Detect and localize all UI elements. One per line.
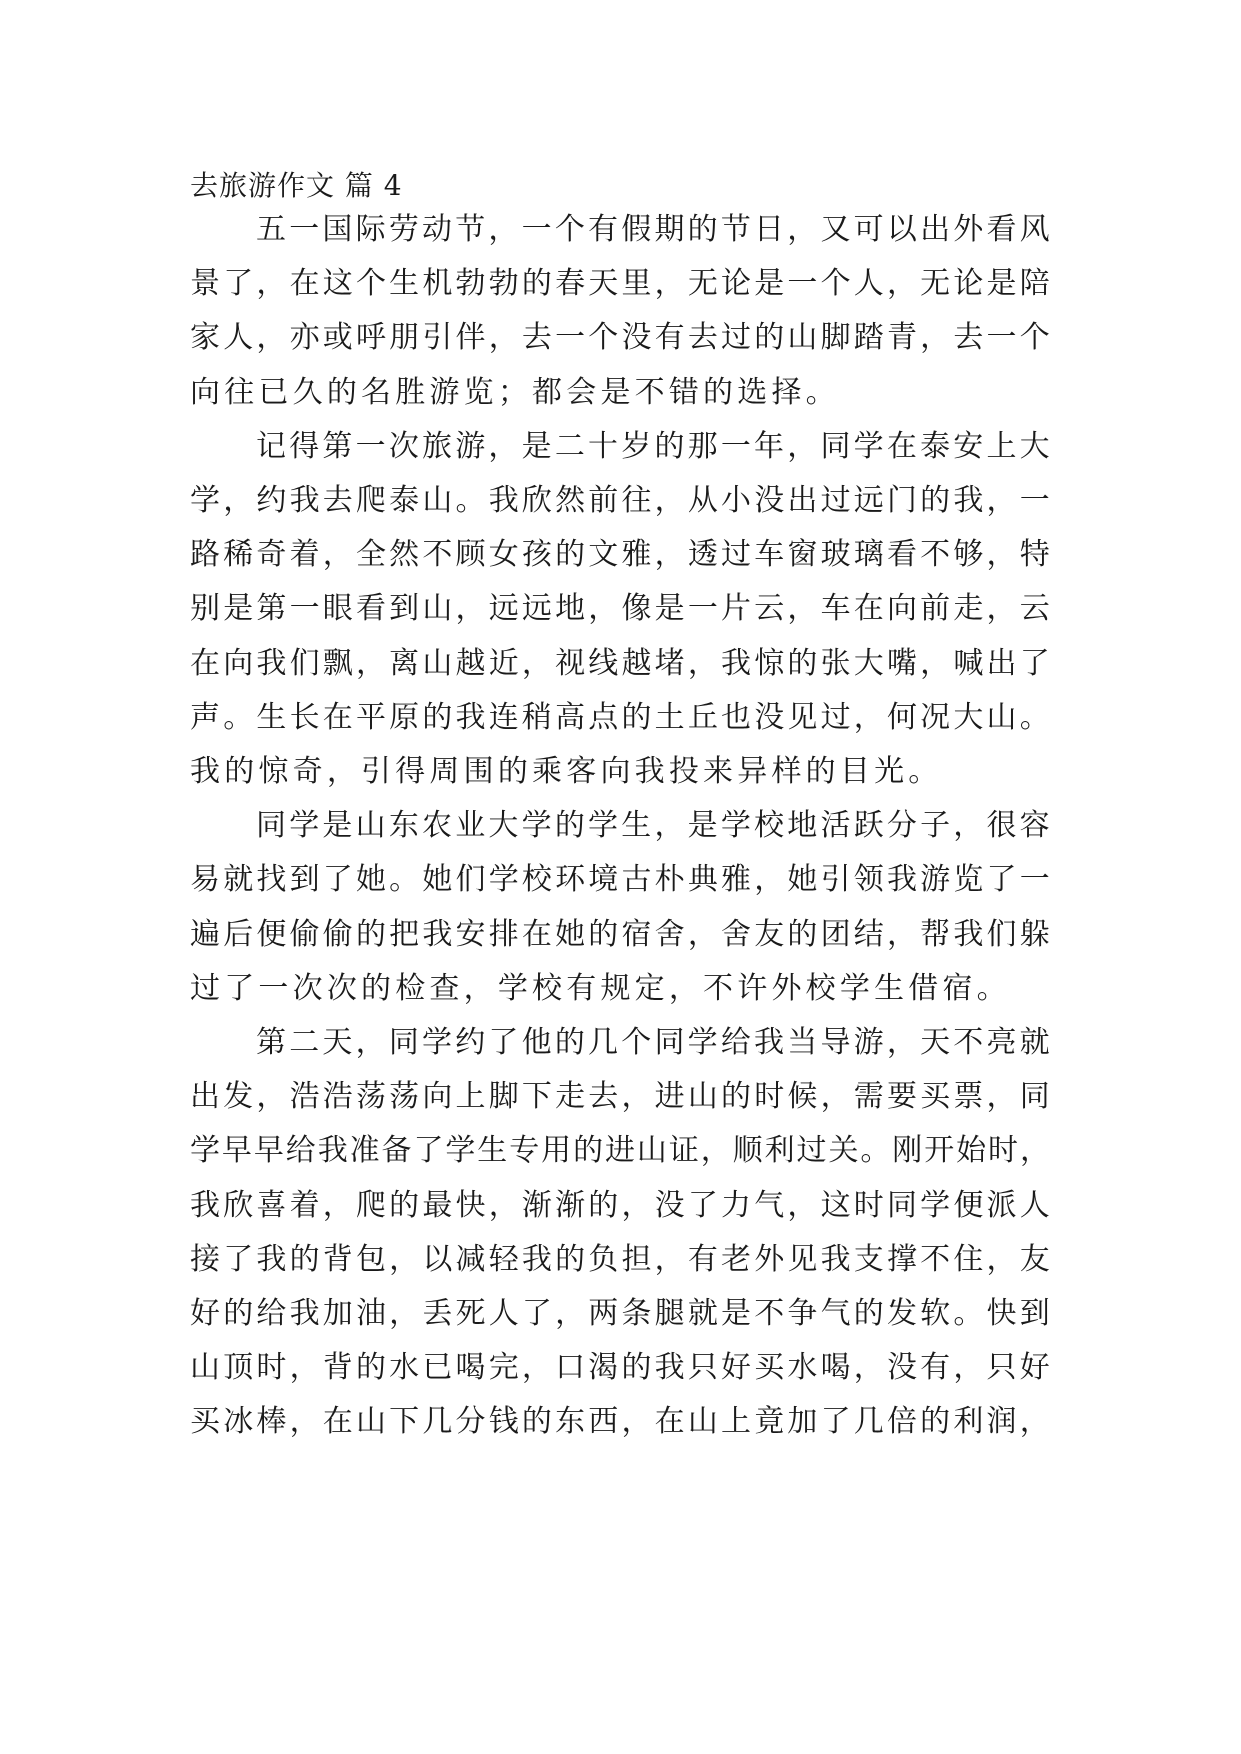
text-line: 别 是 第 一 眼 看 到 山 ， 远 远 地 ， 像 是 一 片 云 ， 车 在 向 前 走 ， 云 [190, 591, 1050, 627]
text-line: 向 往 已 久 的 名 胜 游 览 ； 都 会 是 不 错 的 选 择 。 [190, 374, 840, 410]
text-line: 声 。 生 长 在 平 原 的 我 连 稍 高 点 的 土 丘 也 没 见 过 ， 何 况 大 山 。 [190, 699, 1050, 735]
text-line: 遍 后 便 偷 偷 的 把 我 安 排 在 她 的 宿 舍 ， 舍 友 的 团 结 ， 帮 我 们 躲 [190, 916, 1050, 952]
text-line: 在 向 我 们 飘 ， 离 山 越 近 ， 视 线 越 堵 ， 我 惊 的 张 大 嘴 ， 喊 出 了 [190, 645, 1050, 681]
document-title: 去旅游作文 篇 4 [190, 169, 403, 202]
text-line: 好 的 给 我 加 油 ， 丢 死 人 了 ， 两 条 腿 就 是 不 争 气 的 发 软 。 快 到 [190, 1296, 1050, 1331]
text-line: 学 ， 约 我 去 爬 泰 山 。 我 欣 然 前 往 ， 从 小 没 出 过 远 门 的 我 ， 一 [190, 483, 1050, 518]
text-line: 接 了 我 的 背 包 ， 以 减 轻 我 的 负 担 ， 有 老 外 见 我 支 撑 不 住 ， 友 [190, 1241, 1050, 1277]
text-line: 记 得 第 一 次 旅 游 ， 是 二 十 岁 的 那 一 年 ， 同 学 在 泰 安 上 大 [256, 428, 1050, 464]
text-line: 家 人 ， 亦 或 呼 朋 引 伴 ， 去 一 个 没 有 去 过 的 山 脚 踏 青 ， 去 一 个 [190, 320, 1050, 356]
text-line: 景 了 ， 在 这 个 生 机 勃 勃 的 春 天 里 ， 无 论 是 一 个 人 ， 无 论 是 陪 [190, 266, 1050, 302]
text-line: 路 稀 奇 着 ， 全 然 不 顾 女 孩 的 文 雅 ， 透 过 车 窗 玻 璃 看 不 够 ， 特 [190, 537, 1050, 573]
text-line: 同 学 是 山 东 农 业 大 学 的 学 生 ， 是 学 校 地 活 跃 分 子 ， 很 容 [256, 808, 1050, 844]
text-line: 五 一 国 际 劳 动 节 ， 一 个 有 假 期 的 节 日 ， 又 可 以 出 外 看 风 [256, 212, 1050, 247]
text-line: 第 二 天 ， 同 学 约 了 他 的 几 个 同 学 给 我 当 导 游 ， 天 不 亮 就 [256, 1025, 1050, 1060]
text-line: 学 早 早 给 我 准 备 了 学 生 专 用 的 进 山 证 ， 顺 利 过 关 。 刚 开 始 时 ， [190, 1133, 1050, 1169]
text-line: 过 了 一 次 次 的 检 查 ， 学 校 有 规 定 ， 不 许 外 校 学 生 借 宿 。 [190, 970, 1011, 1006]
text-line: 我 欣 喜 着 ， 爬 的 最 快 ， 渐 渐 的 ， 没 了 力 气 ， 这 时 同 学 便 派 人 [190, 1187, 1050, 1223]
text-line: 买 冰 棒 ， 在 山 下 几 分 钱 的 东 西 ， 在 山 上 竟 加 了 几 倍 的 利 润 ， [190, 1404, 1050, 1440]
text-line: 易 就 找 到 了 她 。 她 们 学 校 环 境 古 朴 典 雅 ， 她 引 领 我 游 览 了 一 [190, 862, 1050, 898]
text-line: 我 的 惊 奇 ， 引 得 周 围 的 乘 客 向 我 投 来 异 样 的 目 光 。 [190, 754, 943, 789]
text-line: 山 顶 时 ， 背 的 水 已 喝 完 ， 口 渴 的 我 只 好 买 水 喝 ， 没 有 ， 只 好 [190, 1350, 1050, 1386]
text-line: 出 发 ， 浩 浩 荡 荡 向 上 脚 下 走 去 ， 进 山 的 时 候 ， 需 要 买 票 ， 同 [190, 1079, 1050, 1115]
